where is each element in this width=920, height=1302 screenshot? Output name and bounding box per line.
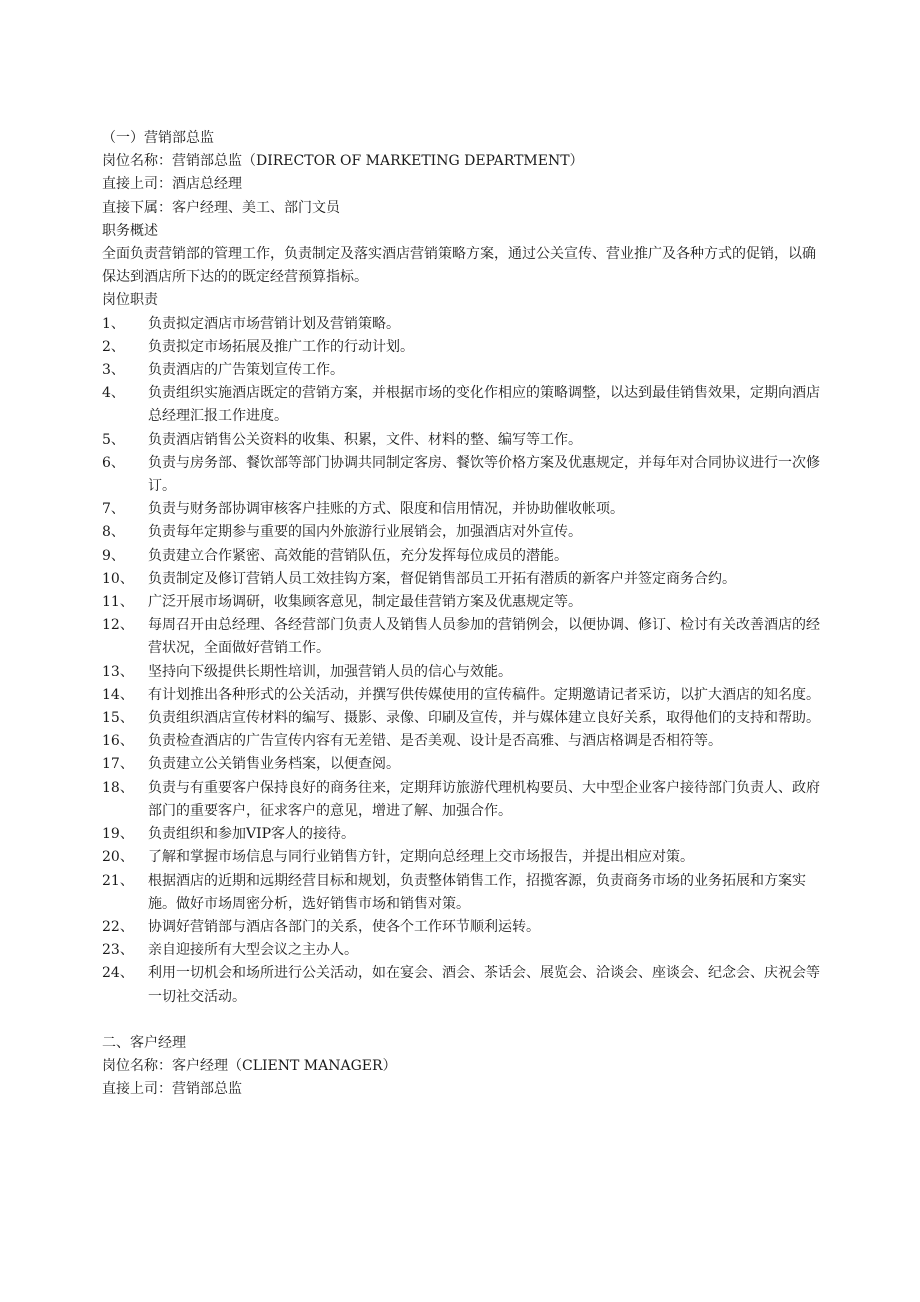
duty-text: 每周召开由总经理、各经营部门负责人及销售人员参加的营销例会，以便协调、修订、检讨有关改善酒店的经营状况，全面做好营销工作。 — [148, 617, 820, 657]
duty-number: 9、 — [102, 547, 125, 564]
position-name: 岗位名称：营销部总监（DIRECTOR OF MARKETING DEPARTMENT） — [102, 153, 584, 170]
duty-text: 负责建立合作紧密、高效能的营销队伍，充分发挥每位成员的潜能。 — [148, 547, 568, 564]
duty-item — [102, 661, 826, 684]
duty-text: 了解和掌握市场信息与同行业销售方针，定期向总经理上交市场报告，并提出相应对策。 — [148, 849, 694, 866]
duty-item — [102, 962, 826, 1008]
duty-item — [102, 916, 826, 939]
duty-item — [102, 730, 826, 753]
duty-text: 负责制定及修订营销人员工效挂钩方案，督促销售部员工开拓有潜质的新客户并签定商务合约。 — [148, 570, 736, 587]
duty-item — [102, 823, 826, 846]
duty-number: 23、 — [102, 942, 134, 959]
section-spacer — [102, 1009, 826, 1032]
duty-text: 坚持向下级提供长期性培训，加强营销人员的信心与效能。 — [148, 663, 512, 680]
overview-title: 职务概述 — [102, 222, 158, 239]
duty-text: 负责每年定期参与重要的国内外旅游行业展销会，加强酒店对外宣传。 — [148, 524, 582, 541]
duty-number: 7、 — [102, 501, 125, 518]
section-heading-client-manager: 二、客户经理 — [102, 1034, 186, 1051]
duty-text: 负责与财务部协调审核客户挂账的方式、限度和信用情况，并协助催收帐项。 — [148, 501, 624, 518]
duty-item — [102, 359, 826, 382]
duty-number: 18、 — [102, 779, 134, 796]
duty-number: 13、 — [102, 663, 134, 680]
duty-text: 利用一切机会和场所进行公关活动，如在宴会、酒会、茶话会、展览会、洽谈会、座谈会、纪念会、庆祝会等一切社交活动。 — [148, 965, 820, 1005]
duty-text: 负责组织实施酒店既定的营销方案，并根据市场的变化作相应的策略调整，以达到最佳销售效果，定期向酒店总经理汇报工作进度。 — [148, 385, 820, 425]
duty-item — [102, 939, 826, 962]
duty-number: 15、 — [102, 710, 134, 727]
duty-number: 24、 — [102, 965, 134, 982]
duty-number: 6、 — [102, 454, 125, 471]
duty-number: 21、 — [102, 872, 134, 889]
duty-number: 4、 — [102, 385, 125, 402]
duty-number: 16、 — [102, 733, 134, 750]
duty-text: 负责组织酒店宣传材料的编写、摄影、录像、印刷及宣传，并与媒体建立良好关系，取得他们的支持和帮助。 — [148, 710, 820, 727]
duty-text: 协调好营销部与酒店各部门的关系，使各个工作环节顺利运转。 — [148, 918, 540, 935]
duty-number: 10、 — [102, 570, 134, 587]
duty-text: 根据酒店的近期和远期经营目标和规划，负责整体销售工作，招揽客源，负责商务市场的业务拓展和方案实施。做好市场周密分析，选好销售市场和销售对策。 — [148, 872, 806, 912]
direct-supervisor-client-manager: 直接上司：营销部总监 — [102, 1081, 242, 1098]
duty-text: 负责与有重要客户保持良好的商务往来，定期拜访旅游代理机构要员、大中型企业客户接待部门负责人、政府部门的重要客户，征求客户的意见，增进了解、加强合作。 — [148, 779, 820, 819]
duty-number: 8、 — [102, 524, 125, 541]
duty-item — [102, 614, 826, 660]
duty-number: 5、 — [102, 431, 125, 448]
overview-text: 全面负责营销部的管理工作，负责制定及落实酒店营销策略方案，通过公关宣传、营业推广及各种方式的促销，以确保达到酒店所下达的的既定经营预算指标。 — [102, 246, 816, 286]
duty-text: 负责拟定酒店市场营销计划及营销策略。 — [148, 315, 400, 332]
duties-list — [102, 313, 826, 1009]
duty-text: 负责酒店的广告策划宣传工作。 — [148, 362, 344, 379]
duty-number: 2、 — [102, 338, 125, 355]
duty-text: 有计划推出各种形式的公关活动，并撰写供传媒使用的宣传稿件。定期邀请记者采访，以扩大酒店的知名度。 — [148, 686, 820, 703]
duty-item — [102, 846, 826, 869]
duty-number: 14、 — [102, 686, 134, 703]
duty-text: 亲自迎接所有大型会议之主办人。 — [148, 942, 358, 959]
duty-item — [102, 870, 826, 916]
duty-text: 负责检查酒店的广告宣传内容有无差错、是否美观、设计是否高雅、与酒店格调是否相符等。 — [148, 733, 722, 750]
duty-item — [102, 753, 826, 776]
direct-subordinates: 直接下属：客户经理、美工、部门文员 — [102, 199, 340, 216]
duty-text: 负责建立公关销售业务档案，以便查阅。 — [148, 756, 400, 773]
duty-item — [102, 521, 826, 544]
position-name-client-manager: 岗位名称：客户经理（CLIENT MANAGER） — [102, 1058, 397, 1075]
duty-item — [102, 545, 826, 568]
duty-item — [102, 684, 826, 707]
duty-item — [102, 498, 826, 521]
duty-text: 广泛开展市场调研，收集顾客意见，制定最佳营销方案及优惠规定等。 — [148, 594, 582, 611]
document-page — [102, 127, 826, 1102]
duty-text: 负责酒店销售公关资料的收集、积累，文件、材料的整、编写等工作。 — [148, 431, 582, 448]
duty-number: 11、 — [102, 594, 134, 611]
duty-item — [102, 707, 826, 730]
duty-item — [102, 313, 826, 336]
duty-number: 12、 — [102, 617, 134, 634]
duty-number: 3、 — [102, 362, 125, 379]
duty-item — [102, 429, 826, 452]
direct-supervisor: 直接上司：酒店总经理 — [102, 176, 242, 193]
duty-text: 负责拟定市场拓展及推广工作的行动计划。 — [148, 338, 414, 355]
duty-item — [102, 568, 826, 591]
duty-number: 1、 — [102, 315, 125, 332]
duty-number: 22、 — [102, 918, 134, 935]
duty-item — [102, 382, 826, 428]
duty-text: 负责组织和参加VIP客人的接待。 — [148, 826, 356, 843]
duty-item — [102, 591, 826, 614]
duties-title: 岗位职责 — [102, 292, 158, 309]
section-heading-marketing-director: （一）营销部总监 — [102, 130, 214, 146]
duty-number: 20、 — [102, 849, 134, 866]
duty-item — [102, 336, 826, 359]
duty-text: 负责与房务部、餐饮部等部门协调共同制定客房、餐饮等价格方案及优惠规定，并每年对合同协议进行一次修订。 — [148, 454, 820, 495]
duty-number: 19、 — [102, 826, 134, 843]
duty-item — [102, 452, 826, 498]
duty-item — [102, 777, 826, 823]
duty-number: 17、 — [102, 756, 134, 773]
